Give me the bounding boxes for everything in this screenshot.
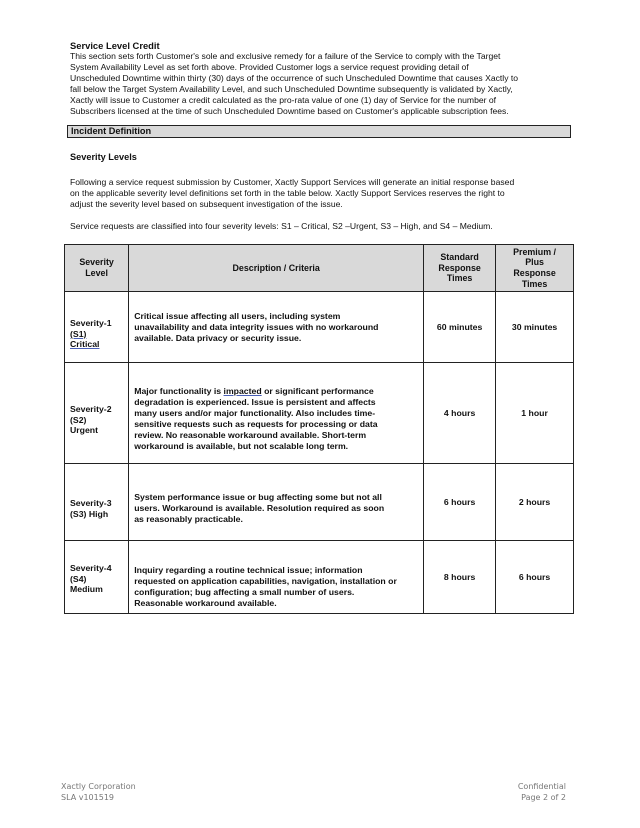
- severity-classification-text: Service requests are classified into four severity levels: S1 – Critical, S2 –Urgent, S3 – High, and S4 – Medium.: [70, 221, 493, 231]
- description-cell: Major functionality is impacted or significant performance degradation is experienced. Issue is persistent and affects many users and/or major functionality. Also includes time- sensitive requests such as requests for processing or data review. No reasonable workaround available. Short-term workaround is available, but not scalable long term.: [129, 363, 424, 464]
- standard-response-cell: 4 hours: [424, 363, 496, 464]
- table-row: [65, 292, 574, 363]
- paragraph-line: System Availability Level as set forth above. Provided Customer logs a service request providing detail of: [70, 62, 469, 73]
- footer-classification: Confidential: [517, 782, 566, 791]
- header-standard-response: Standard Response Times: [424, 245, 496, 292]
- standard-response-cell: 6 hours: [424, 464, 496, 541]
- table-row: [65, 363, 574, 464]
- footer-page-number: Page 2 of 2: [521, 792, 566, 802]
- paragraph-line: fall below the Target System Availability Level, and such Unscheduled Downtime subsequently is validated by Xactly,: [70, 84, 513, 95]
- severity-level-cell: Severity-1 (S1) Critical: [65, 292, 129, 363]
- severity-level-cell: Severity-2 (S2) Urgent: [65, 363, 129, 464]
- description-cell: Critical issue affecting all users, including system unavailability and data integrity issues with no workaround available. Data privacy or security issue.: [129, 292, 424, 363]
- header-description: Description / Criteria: [129, 245, 424, 292]
- description-cell: System performance issue or bug affecting some but not all users. Workaround is available. Resolution required as soon as reasonably practicable.: [129, 464, 424, 541]
- description-cell: Inquiry regarding a routine technical issue; information requested on application capabilities, navigation, installation or configuration; bug affecting a small number of users. Reasonable workaround available.: [129, 541, 424, 614]
- footer-left: [61, 782, 136, 803]
- paragraph-line: adjust the severity level based on subsequent investigation of the issue.: [70, 199, 343, 210]
- severity-intro-paragraph: [70, 177, 582, 210]
- table-row: [65, 464, 574, 541]
- severity-level-cell: Severity-3 (S3) High: [65, 464, 129, 541]
- paragraph-line: This section sets forth Customer's sole and exclusive remedy for a failure of the Service to comply with the Target: [70, 51, 501, 61]
- footer-version: SLA v101519: [61, 792, 115, 802]
- premium-response-cell: 30 minutes: [496, 292, 574, 363]
- paragraph-line: on the applicable severity level definitions set forth in the table below. Xactly Support Services reserves the right to: [70, 188, 505, 199]
- premium-response-cell: 6 hours: [496, 541, 574, 614]
- footer-right: [514, 782, 566, 803]
- premium-response-cell: 1 hour: [496, 363, 574, 464]
- header-severity-level: Severity Level: [65, 245, 129, 292]
- table-row: [65, 541, 574, 614]
- severity-levels-heading: Severity Levels: [70, 152, 137, 162]
- service-level-credit-heading: Service Level Credit: [70, 40, 160, 51]
- footer-company: Xactly Corporation: [61, 782, 136, 791]
- paragraph-line: Unscheduled Downtime within thirty (30) days of the occurrence of such Unscheduled Downtime that causes Xactly to: [70, 73, 519, 84]
- premium-response-cell: 2 hours: [496, 464, 574, 541]
- table-header-row: [65, 245, 574, 292]
- paragraph-line: Subscribers licensed at the time of such Unscheduled Downtime based on Customer's applicable subscription fees.: [70, 106, 509, 117]
- incident-definition-section-bar: Incident Definition: [67, 125, 571, 138]
- paragraph-line: Xactly will issue to Customer a credit calculated as the pro-rata value of one (1) day of Service for the number of: [70, 95, 497, 106]
- paragraph-line: Following a service request submission by Customer, Xactly Support Services will generate an initial response based: [70, 177, 515, 187]
- severity-table: [64, 244, 574, 614]
- service-level-credit-paragraph: [70, 51, 582, 118]
- tracked-change-word: impacted: [223, 386, 262, 396]
- standard-response-cell: 8 hours: [424, 541, 496, 614]
- header-premium-response: Premium / Plus Response Times: [496, 245, 574, 292]
- severity-level-cell: Severity-4 (S4) Medium: [65, 541, 129, 614]
- standard-response-cell: 60 minutes: [424, 292, 496, 363]
